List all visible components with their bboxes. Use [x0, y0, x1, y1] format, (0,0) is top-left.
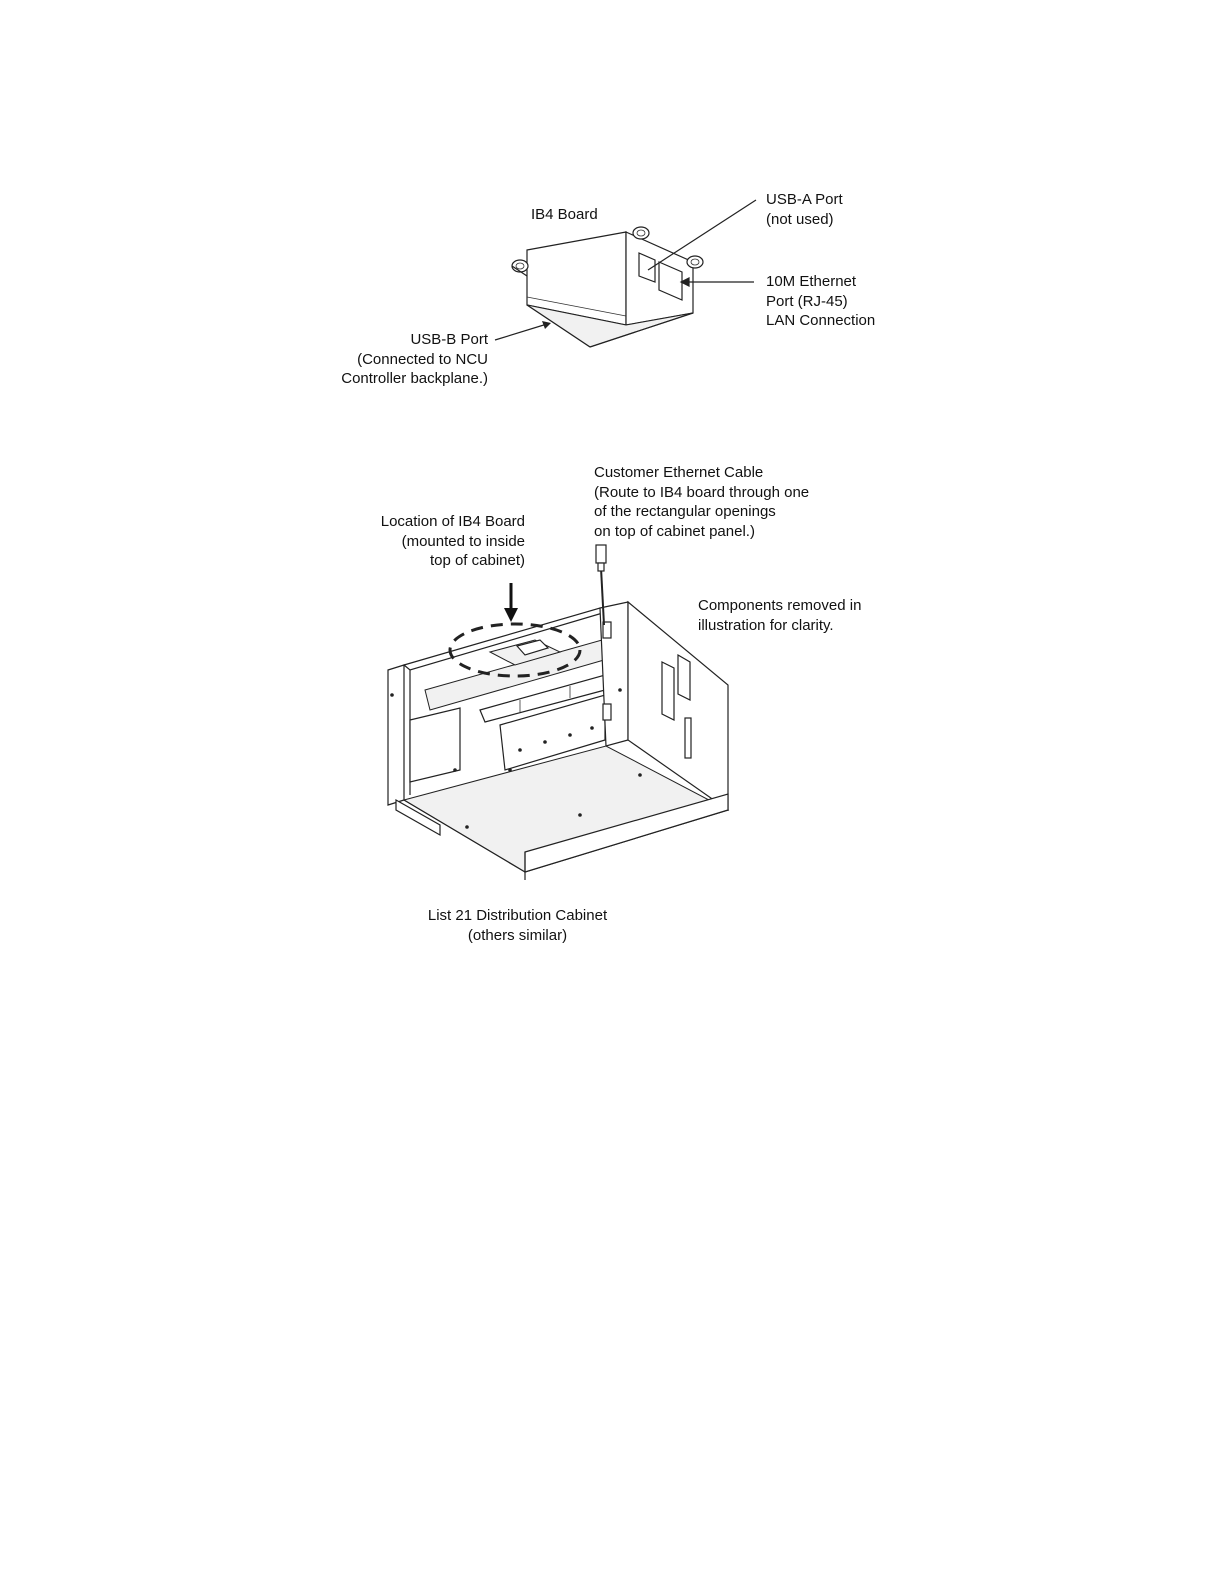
customer-cable-label	[594, 463, 809, 541]
caption-line-1: List 21 Distribution Cabinet	[427, 907, 608, 924]
location-line-3: top of cabinet)	[429, 552, 525, 569]
ib4-location-label	[330, 512, 525, 571]
removed-line-2: illustration for clarity.	[698, 616, 834, 634]
cable-line-3: of the rectangular openings	[594, 503, 776, 520]
cable-line-2: (Route to IB4 board through one	[594, 483, 810, 501]
usb-b-line-2: (Connected to NCU	[357, 350, 488, 368]
ethernet-line-3: LAN Connection	[766, 312, 876, 329]
caption-line-2: (others similar)	[467, 926, 568, 944]
removed-line-1: Components removed in	[698, 597, 862, 614]
ethernet-line-1: 10M Ethernet	[766, 273, 857, 290]
ethernet-line-2: Port (RJ-45)	[766, 292, 848, 310]
location-line-1: Location of IB4 Board	[380, 513, 525, 530]
components-removed-note	[698, 596, 861, 635]
cable-line-4: on top of cabinet panel.)	[594, 522, 755, 540]
cabinet-caption	[400, 906, 635, 945]
location-line-2: (mounted to inside	[401, 532, 525, 550]
usb-a-line-2: (not used)	[766, 210, 834, 228]
cable-line-1: Customer Ethernet Cable	[594, 464, 764, 481]
usb-b-line-3: Controller backplane.)	[341, 370, 488, 387]
usb-a-line-1: USB-A Port	[766, 191, 843, 208]
ib4-board-label: IB4 Board	[531, 206, 598, 223]
usb-b-line-1: USB-B Port	[410, 331, 488, 348]
rj45-plug	[596, 545, 606, 563]
